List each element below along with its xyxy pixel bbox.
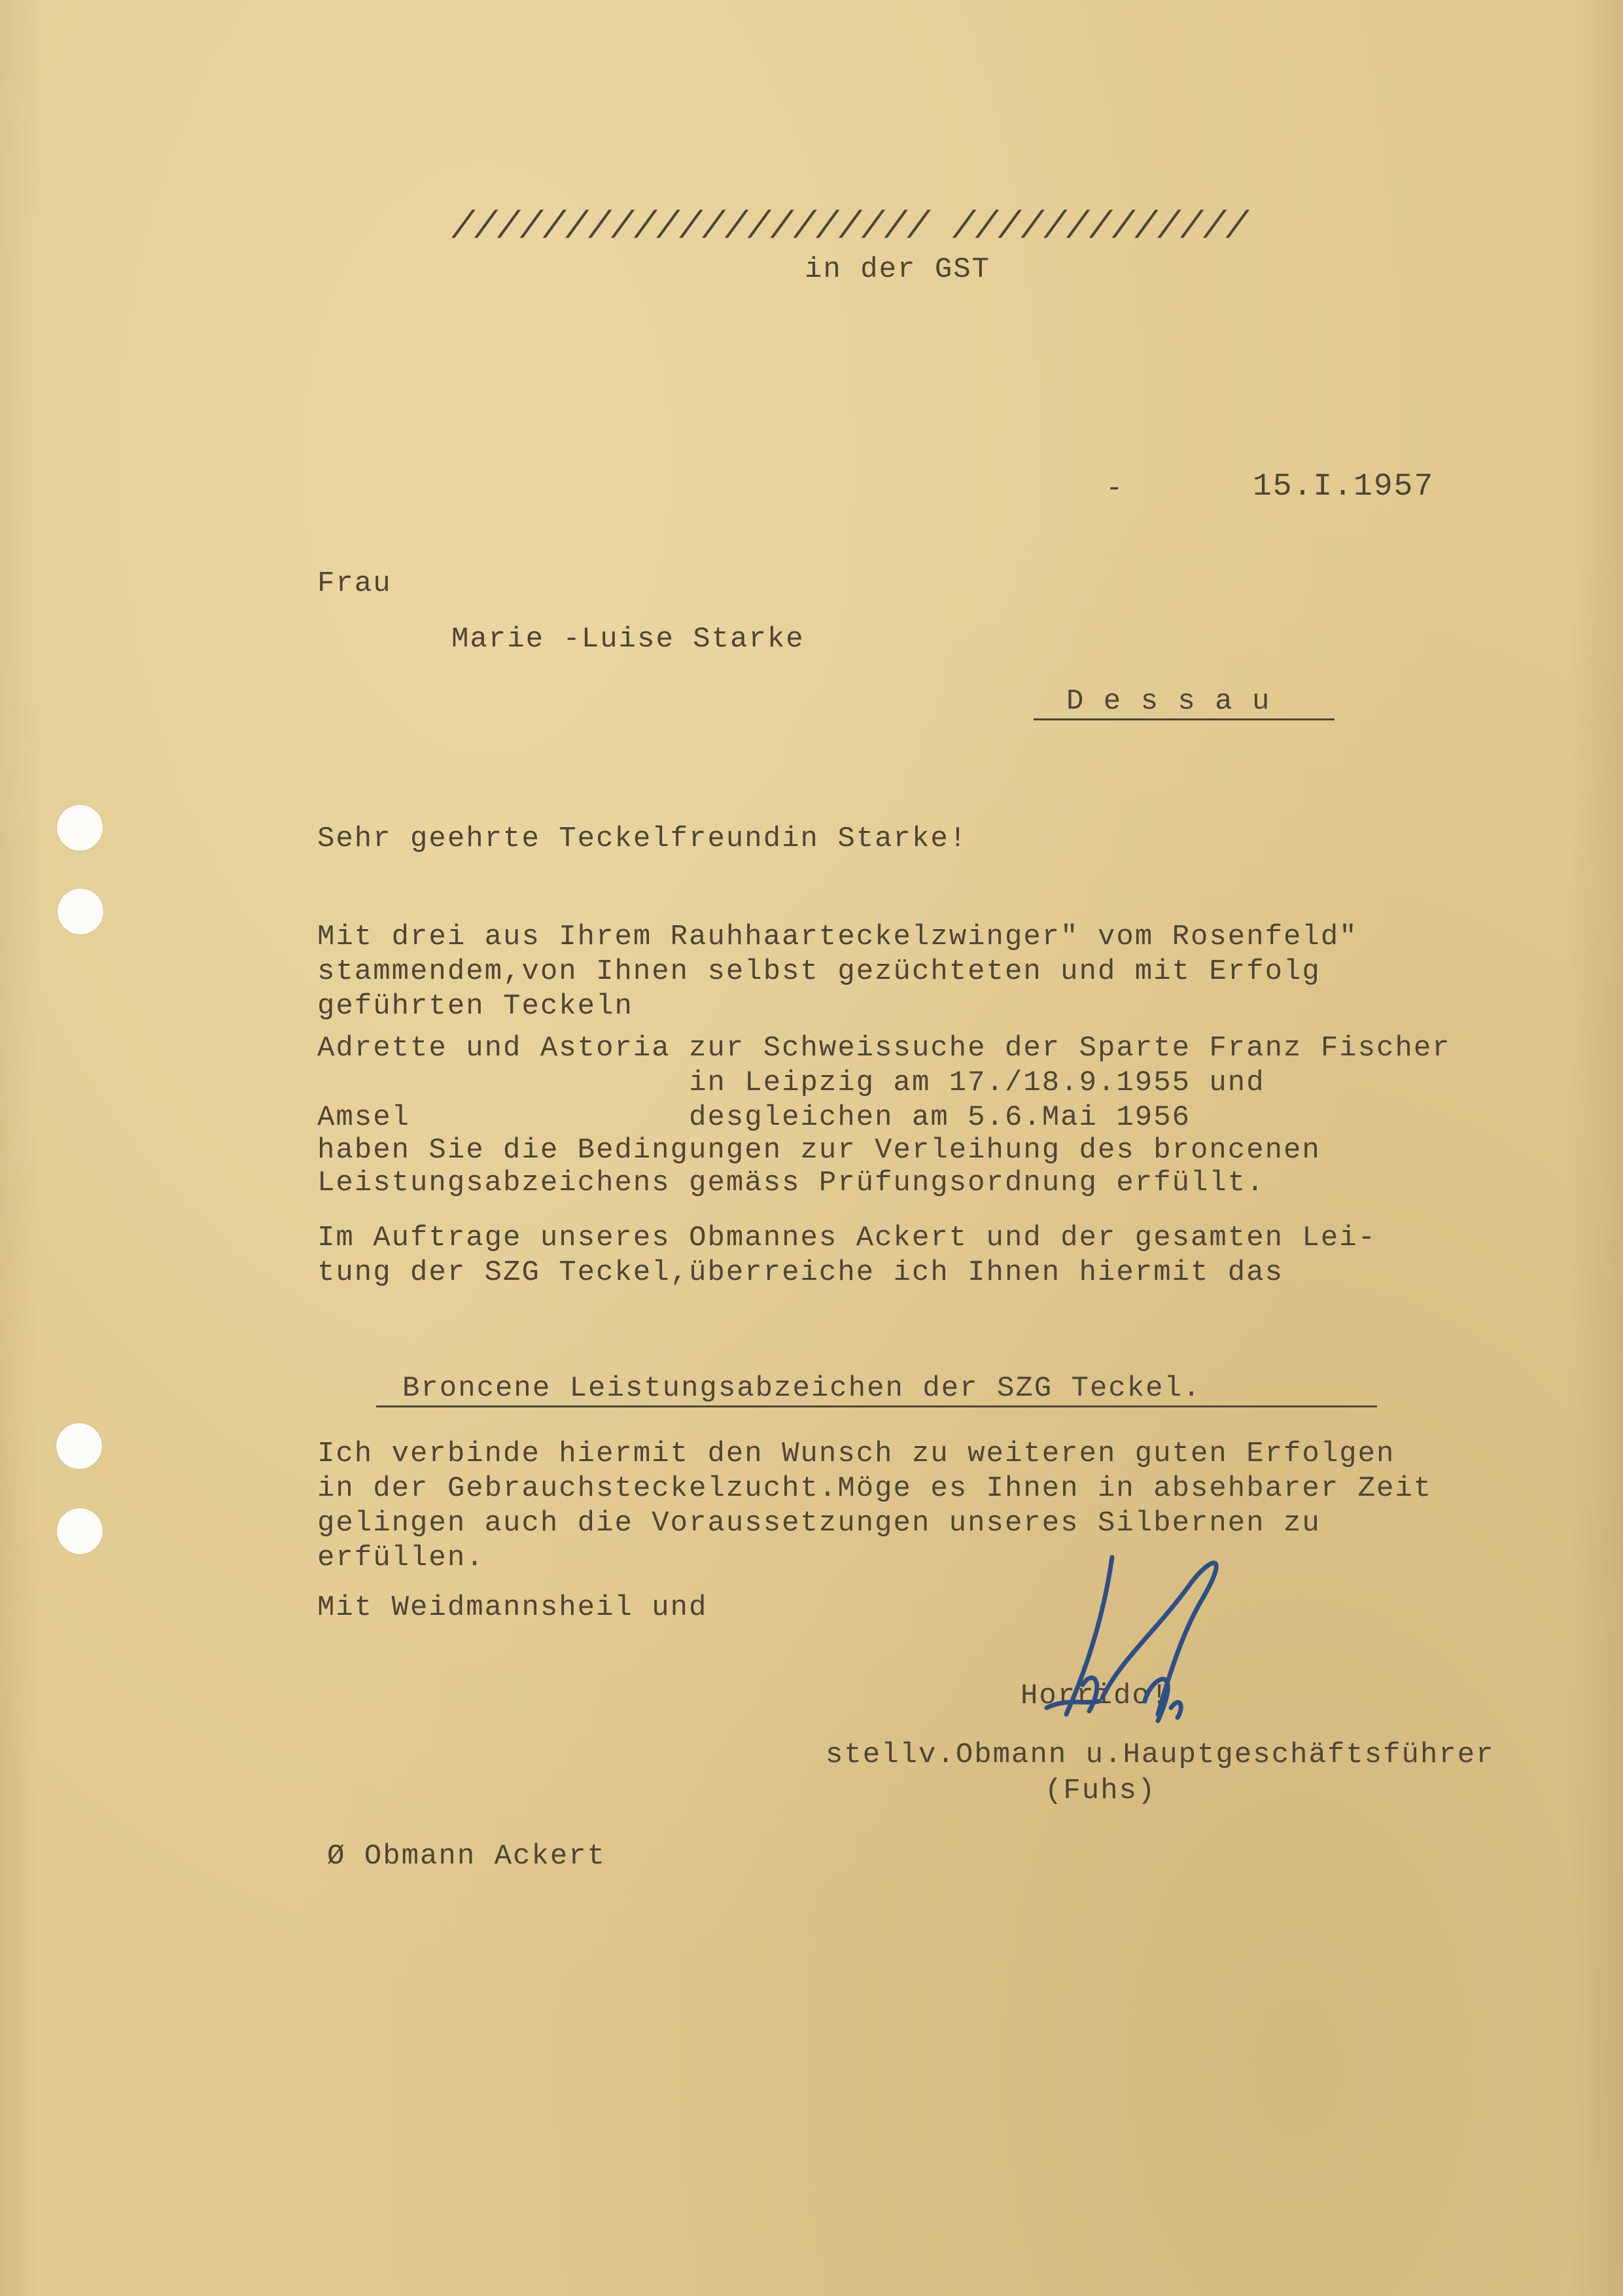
signer-name: (Fuhs)	[1045, 1775, 1157, 1807]
paragraph3-line3: gelingen auch die Voraussetzungen unseres Silbernen zu	[317, 1507, 1321, 1540]
closing: Mit Weidmannsheil und	[317, 1591, 708, 1624]
greeting: Sehr geehrte Teckelfreundin Starke!	[317, 822, 968, 855]
signer-title: stellv.Obmann u.Hauptgeschäftsführer	[826, 1739, 1495, 1771]
dogs-line2: in Leipzig am 17./18.9.1955 und	[317, 1067, 1265, 1099]
handwritten-signature	[1021, 1544, 1302, 1760]
paragraph3-line1: Ich verbinde hiermit den Wunsch zu weiteren guten Erfolgen	[317, 1438, 1395, 1470]
punch-hole-2	[58, 889, 103, 934]
paragraph1-line1: Mit drei aus Ihrem Rauhhaarteckelzwinger" vom Rosenfeld"	[317, 921, 1358, 953]
paragraph2-line2: tung der SZG Teckel,überreiche ich Ihnen hiermit das	[317, 1256, 1284, 1289]
dogs-line5: Leistungsabzeichens gemäss Prüfungsordnung erfüllt.	[317, 1167, 1265, 1199]
letter-date: 15.I.1957	[1253, 469, 1435, 504]
recipient-title: Frau	[317, 567, 392, 600]
city-underline	[1034, 718, 1335, 720]
date-dash: -	[1106, 472, 1125, 505]
paragraph2-line1: Im Auftrage unseres Obmannes Ackert und der gesamten Lei-	[317, 1222, 1377, 1254]
award-title: Broncene Leistungsabzeichen der SZG Teckel.	[402, 1372, 1202, 1405]
dogs-line1: Adrette und Astoria zur Schweissuche der Sparte Franz Fischer	[317, 1032, 1451, 1065]
punch-hole-1	[57, 805, 103, 851]
paragraph1-line3: geführten Teckeln	[317, 990, 633, 1023]
recipient-name: Marie -Luise Starke	[451, 623, 805, 656]
paragraph3-line2: in der Gebrauchsteckelzucht.Möge es Ihnen in absehbarer Zeit	[317, 1472, 1433, 1505]
dogs-line4: haben Sie die Bedingungen zur Verleihung des broncenen	[317, 1134, 1321, 1167]
dogs-line3: Amsel desgleichen am 5.6.Mai 1956	[317, 1101, 1191, 1134]
paragraph1-line2: stammendem,von Ihnen selbst gezüchteten und mit Erfolg	[317, 955, 1321, 988]
letterhead-struck-text: ///////////////////// /////////////	[451, 207, 1249, 249]
paragraph3-line4: erfüllen.	[317, 1542, 485, 1574]
letterhead-org: in der GST	[805, 253, 991, 286]
award-underline	[376, 1405, 1377, 1407]
horrido: Horrido!	[1021, 1680, 1170, 1712]
recipient-city: D e s s a u	[1066, 685, 1271, 718]
carbon-copy: Ø Obmann Ackert	[327, 1840, 606, 1873]
punch-hole-3	[56, 1423, 102, 1469]
punch-hole-4	[57, 1508, 103, 1554]
